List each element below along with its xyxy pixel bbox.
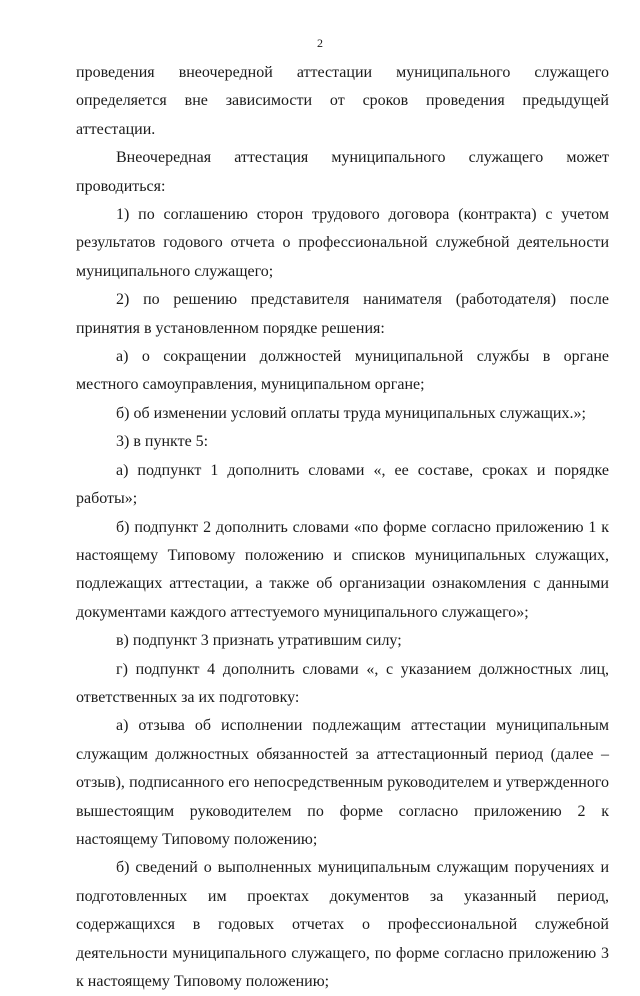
paragraph-subpoint-4: г) подпункт 4 дополнить словами «, с указанием должностных лиц, ответственных за их подготовку: (76, 660, 609, 706)
paragraph-subitem-a: а) о сокращении должностей муниципальной службы в органе местного самоуправления, муниципальном органе; (76, 348, 609, 394)
paragraph-item-2: 2) по решению представителя нанимателя (работодателя) после принятия в установленном порядке решения: (76, 291, 609, 337)
paragraph-subitem-b: б) об изменении условий оплаты труда муниципальных служащих.»; (116, 404, 586, 422)
paragraph-information: б) сведений о выполненных муниципальным служащим поручениях и подготовленных им проектах документов за указанный период, содержащихся в годовых отчетах о профессиональной служебной деятельности муниципального служащего, по форме согласно приложению 3 к настоящему Типовому положению; (76, 859, 609, 990)
paragraph-subpoint-2: б) подпункт 2 дополнить словами «по форме согласно приложению 1 к настоящему Типовому положению и списков муниципальных служащих, подлежащих аттестации, а также об организации ознакомления с данными документами каждого аттестуемого муниципального служащего»; (76, 518, 609, 621)
paragraph-subpoint-1: а) подпункт 1 дополнить словами «, ее составе, сроках и порядке работы»; (76, 461, 609, 508)
paragraph-extraordinary-attestation: Внеочередная аттестация муниципального служащего может проводиться: (76, 149, 609, 195)
page-number: 2 (317, 36, 323, 50)
paragraph-subpoint-3: в) подпункт 3 признать утратившим силу; (116, 632, 402, 650)
paragraph-item-3: 3) в пункте 5: (116, 433, 209, 451)
paragraph-review: а) отзыва об исполнении подлежащим аттестации муниципальным служащим должностных обязанностей за аттестационный период (далее – отзыв), подписанного его непосредственным руководителем и утвержденного вышестоящим руководителем по форме согласно приложению 2 к настоящему Типовому положению; (76, 717, 609, 848)
paragraph-item-1: 1) по соглашению сторон трудового договора (контракта) с учетом результатов годового отчета о профессиональной служебной деятельности муниципального служащего; (76, 206, 609, 280)
document-body (76, 59, 609, 996)
paragraph-continuation: проведения внеочередной аттестации муниципального служащего определяется вне зависимости от сроков проведения предыдущей аттестации. (76, 64, 609, 138)
